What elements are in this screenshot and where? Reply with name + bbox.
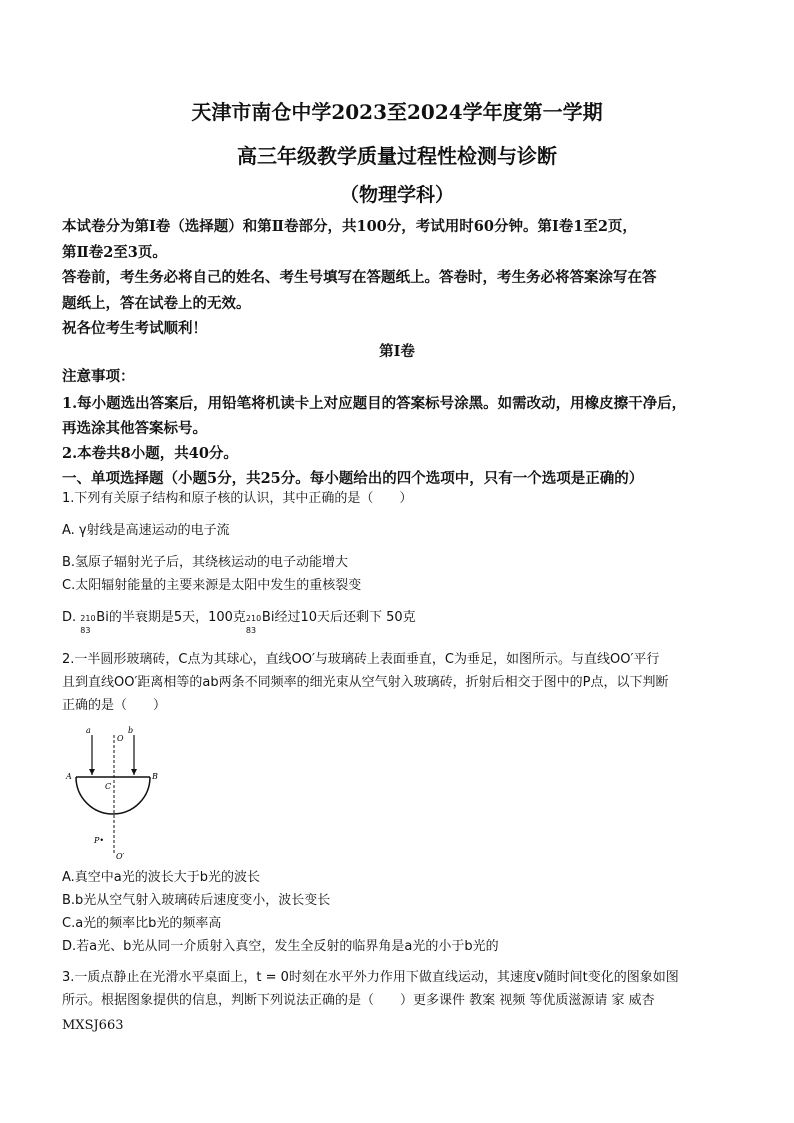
notes-block: [62, 364, 752, 491]
label-P: P•: [94, 836, 105, 845]
option-d-mid: 的半衰期是5天，100克: [108, 610, 246, 625]
question-2: [62, 648, 742, 717]
label-O-prime: O′: [116, 852, 125, 861]
label-b: b: [128, 726, 134, 735]
option-c: C.a光的频率比b光的频率高: [62, 916, 222, 931]
note-line: 再选涂其他答案标号。: [62, 420, 207, 437]
question-stem: 正确的是（ ）: [62, 698, 167, 713]
exam-title-main: 高三年级教学质量过程性检测与诊断: [237, 144, 557, 168]
label-C: C: [105, 782, 112, 791]
question-1: [62, 487, 742, 635]
exam-instructions: [62, 214, 752, 342]
option-b: B.氢原子辐射光子后，其绕核运动的电子动能增大: [62, 555, 349, 570]
semicircle-glass-figure: [62, 725, 172, 865]
option-d-prefix: D.: [62, 610, 81, 625]
note-line: 一、单项选择题（小题5分，共25分。每小题给出的四个选项中，只有一个选项是正确的）: [62, 470, 644, 487]
question-stem: 1.下列有关原子结构和原子核的认识，其中正确的是（ ）: [62, 491, 413, 506]
instruction-line: 第Ⅱ卷2至3页。: [62, 243, 167, 261]
element-symbol: Bi: [96, 610, 109, 625]
question-stem: 且到直线OO′距离相等的ab两条不同频率的细光束从空气射入玻璃砖，折射后相交于图中的P点，以下判断: [62, 675, 669, 690]
question-stem: 所示。根据图象提供的信息，判断下列说法正确的是（ ）更多课件 教案 视频 等优质滋源请 家 威杏: [62, 993, 655, 1008]
section-heading: 第Ⅰ卷: [379, 343, 415, 360]
exam-title-school: 天津市南仓中学2023至2024学年度第一学期: [191, 100, 603, 124]
label-A: A: [66, 772, 72, 781]
exam-subject: （物理学科）: [339, 184, 454, 206]
note-line: 2.本卷共8小题，共40分。: [62, 445, 238, 462]
question-2-options: [62, 866, 742, 958]
instruction-line: 本试卷分为第Ⅰ卷（选择题）和第Ⅱ卷部分，共100分，考试用时60分钟。第Ⅰ卷1至2页，: [62, 218, 637, 235]
option-d: [62, 606, 742, 635]
instruction-line: 祝各位考生考试顺利！: [62, 320, 207, 337]
atomic-number: 83: [245, 626, 257, 635]
question-stem: 2.一半圆形玻璃砖，C点为其球心，直线OO′与玻璃砖上表面垂直，C为垂足，如图所示。与直线OO′平行: [62, 652, 660, 667]
question-3: [62, 966, 742, 1012]
label-a: a: [86, 726, 91, 735]
instruction-line: 答卷前，考生务必将自己的姓名、考生号填写在答题纸上。答卷时，考生务必将答案涂写在答: [62, 269, 657, 286]
option-d-suffix: 经过10天后还剩下 50克: [274, 610, 416, 625]
atomic-number: 83: [80, 626, 91, 635]
option-c: C.太阳辐射能量的主要来源是太阳中发生的重核裂变: [62, 578, 362, 593]
mass-number: 210: [80, 614, 96, 623]
option-b: B.b光从空气射入玻璃砖后速度变小，波长变长: [62, 893, 331, 908]
label-B: B: [152, 772, 158, 781]
notes-heading: 注意事项：: [62, 368, 135, 385]
element-symbol: Bi: [261, 610, 275, 625]
option-d: D.若a光、b光从同一介质射入真空，发生全反射的临界角是a光的小于b光的: [62, 939, 499, 954]
option-a: A. γ射线是高速运动的电子流: [62, 523, 230, 538]
note-line: 1.每小题选出答案后，用铅笔将机读卡上对应题目的答案标号涂黑。如需改动，用橡皮擦干净后，: [62, 395, 687, 412]
mass-number: 210: [245, 614, 262, 623]
question-stem: 3.一质点静止在光滑水平桌面上，t = 0时刻在水平外力作用下做直线运动，其速度v随时间t变化的图象如图: [62, 970, 679, 985]
label-o: O: [117, 734, 124, 743]
footer-code: MXSJ663: [62, 1018, 124, 1033]
option-a: A.真空中a光的波长大于b光的波长: [62, 870, 261, 885]
instruction-line: 题纸上，答在试卷上的无效。: [62, 294, 251, 312]
